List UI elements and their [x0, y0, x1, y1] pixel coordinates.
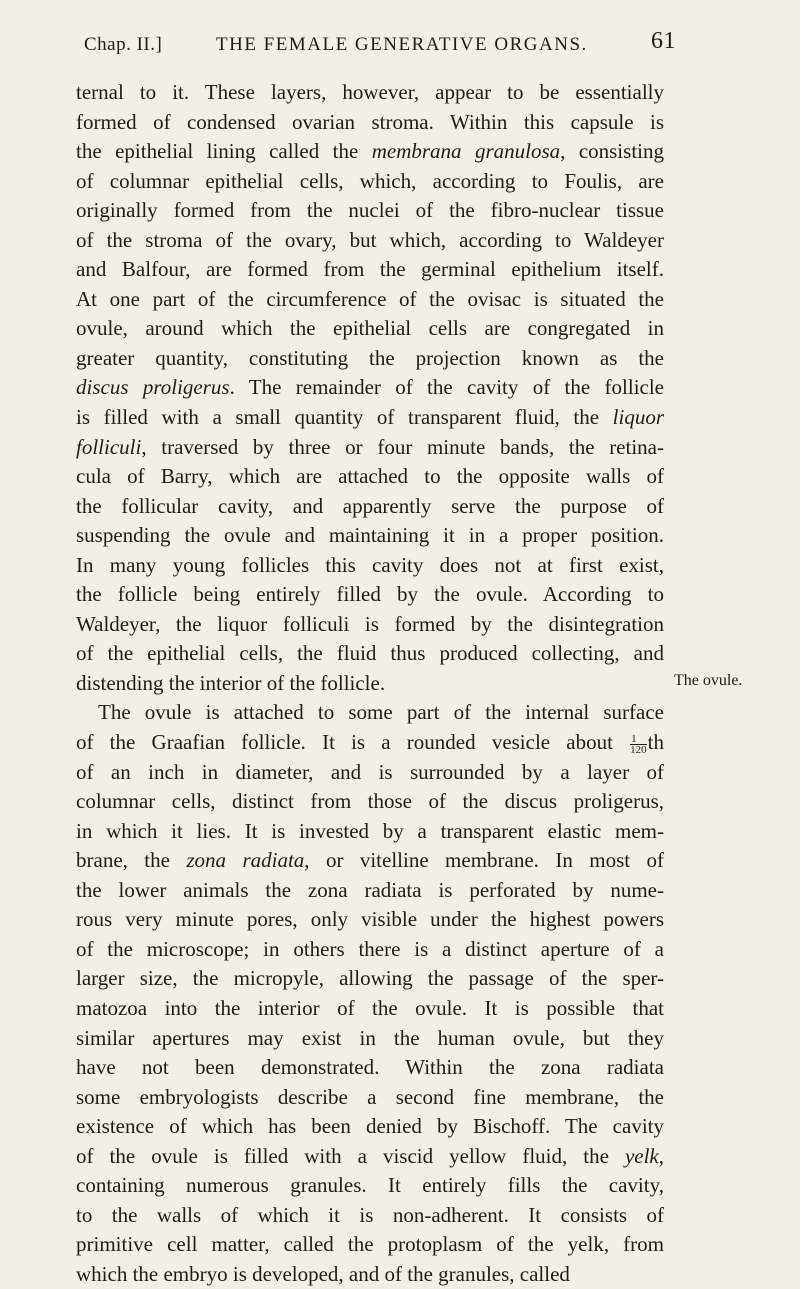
text-line: brane, the zona radiata, or vitelline membrane. In most of — [76, 848, 664, 873]
margin-note: The ovule. — [674, 672, 743, 689]
text-line: rous very minute pores, only visible under the highest powers — [76, 907, 664, 932]
text-line: of the Graafian follicle. It is a rounded vesicle about $\frac{1}{120}$ th — [76, 730, 664, 756]
running-title: THE FEMALE GENERATIVE ORGANS. — [216, 34, 588, 55]
running-head — [84, 28, 676, 58]
term-liquor: liquor — [612, 405, 664, 430]
text-line: the follicular cavity, and apparently serve the purpose of — [76, 493, 664, 518]
text-line: In many young follicles this cavity does not at first exist, — [76, 552, 664, 577]
text-line: is filled with a small quantity of transparent fluid, the liquor — [76, 405, 664, 430]
chapter-reference: Chap. II.] — [84, 34, 163, 55]
text-line: suspending the ovule and maintaining it in a proper position. — [76, 523, 664, 548]
text-line: have not been demonstrated. Within the zona radiata — [76, 1055, 664, 1080]
text-line: primitive cell matter, called the protoplasm of the yelk, from — [76, 1232, 664, 1257]
text-line: of the ovule is filled with a viscid yellow fluid, the yelk, — [76, 1143, 664, 1168]
term-membrana-granulosa: membrana granulosa — [371, 139, 561, 164]
text-line: ovule, around which the epithelial cells are congregated in — [76, 316, 664, 341]
text-line: containing numerous granules. It entirely fills the cavity, — [76, 1173, 664, 1198]
term-folliculi: folliculi — [76, 434, 142, 459]
text-line: originally formed from the nuclei of the fibro-nuclear tissue — [76, 198, 664, 223]
text-line: of the epithelial cells, the fluid thus produced collecting, and — [76, 641, 664, 666]
text-line: and Balfour, are formed from the germinal epithelium itself. — [76, 257, 664, 282]
text-line: which the embryo is developed, and of the granules, called — [76, 1261, 570, 1286]
text-line: folliculi, traversed by three or four minute bands, the retina- — [76, 434, 664, 459]
term-zona-radiata: zona radiata — [186, 848, 305, 873]
text-line: in which it lies. It is invested by a transparent elastic mem- — [76, 818, 664, 843]
text-line: of columnar epithelial cells, which, according to Foulis, are — [76, 168, 664, 193]
term-discus-proligerus: discus proligerus — [76, 375, 230, 400]
text-line: the epithelial lining called the membrana granulosa, consisting — [76, 139, 664, 164]
text-line: existence of which has been denied by Bischoff. The cavity — [76, 1114, 664, 1139]
text-line: discus proligerus. The remainder of the cavity of the follicle — [76, 375, 665, 400]
text-line: columnar cells, distinct from those of the discus proligerus, — [76, 789, 664, 814]
text-line: some embryologists describe a second fine membrane, the — [76, 1084, 664, 1109]
text-line: of an inch in diameter, and is surrounded by a layer of — [76, 759, 664, 784]
term-yelk: yelk — [624, 1143, 659, 1168]
text-line: of the microscope; in others there is a distinct aperture of a — [76, 936, 664, 961]
text-line: similar apertures may exist in the human ovule, but they — [76, 1025, 664, 1050]
fraction: $\frac{1}{120}$ — [630, 732, 647, 756]
text-line: At one part of the circumference of the ovisac is situated the — [76, 286, 664, 311]
text-line: the lower animals the zona radiata is perforated by nume- — [76, 877, 664, 902]
text-line: to the walls of which it is non-adherent. It consists of — [76, 1202, 664, 1227]
page-number: 61 — [651, 28, 676, 54]
body-text — [76, 78, 664, 1289]
text-line: distending the interior of the follicle. — [76, 670, 386, 695]
text-line: of the stroma of the ovary, but which, according to Waldeyer — [76, 227, 664, 252]
text-line: greater quantity, constituting the projection known as the — [76, 345, 664, 370]
text-line: Waldeyer, the liquor folliculi is formed by the disintegration — [76, 611, 664, 636]
text-line: the follicle being entirely filled by the ovule. According to — [76, 582, 664, 607]
text-line: cula of Barry, which are attached to the opposite walls of — [76, 464, 664, 489]
text-line: matozoa into the interior of the ovule. It is possible that — [76, 995, 664, 1020]
text-line: formed of condensed ovarian stroma. Within this capsule is — [76, 109, 664, 134]
text-line: The ovule is attached to some part of the internal surface — [98, 700, 664, 725]
text-line: larger size, the micropyle, allowing the passage of the sper- — [76, 966, 664, 991]
text-line: ternal to it. These layers, however, appear to be essentially — [76, 80, 664, 104]
